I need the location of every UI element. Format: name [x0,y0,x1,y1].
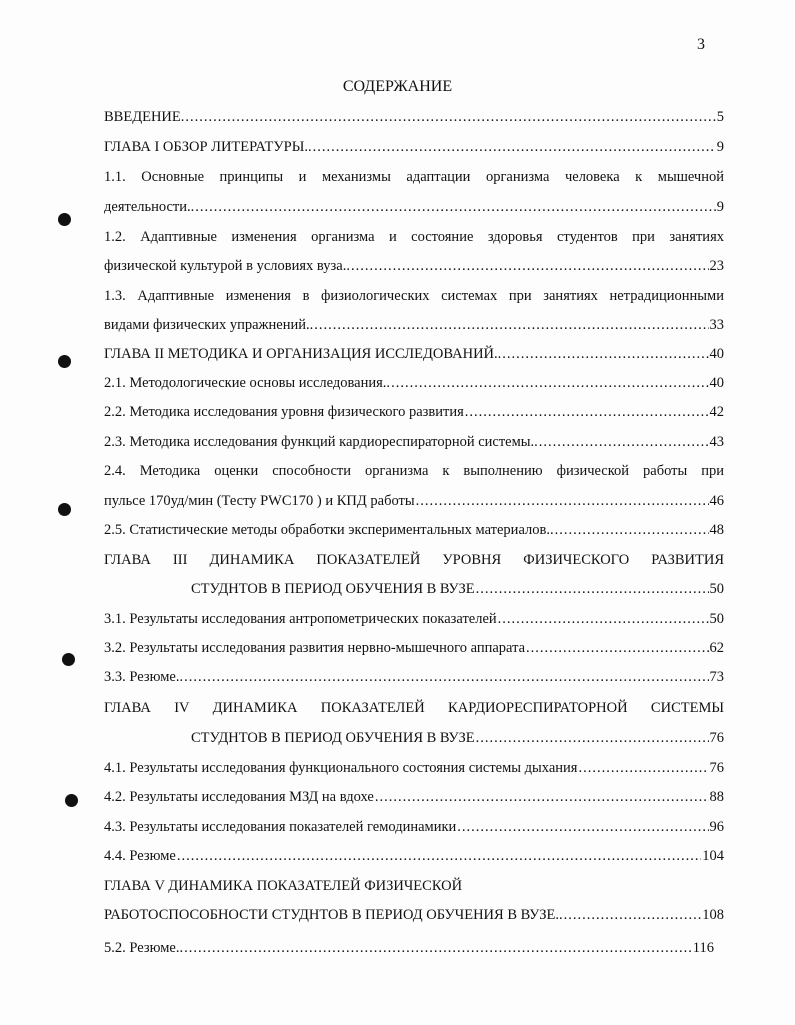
toc-entry: деятельности.. ..... 9 [104,197,724,217]
toc-entry: 1.2. Адаптивные изменения организма и состояние здоровья студентов при занятиях [104,229,724,245]
toc-entry: ГЛАВА IV ДИНАМИКА ПОКАЗАТЕЛЕЙ КАРДИОРЕСПИРАТОРНОЙ СИСТЕМЫ [104,700,724,716]
punch-hole-4 [62,653,75,666]
toc-entry: 1.1. Основные принципы и механизмы адаптации организма человека к мышечной [104,169,724,185]
toc-entry: 2.2. Методика исследования уровня физического развития ..... 42 [104,402,724,422]
toc-entry: ГЛАВА I ОБЗОР ЛИТЕРАТУРЫ.. ..... 9 [104,137,724,157]
page-number: 3 [697,36,705,53]
toc-entry: СТУДНТОВ В ПЕРИОД ОБУЧЕНИЯ В ВУЗЕ ..... 76 [191,728,724,748]
toc-entry: 4.4. Резюме ..... 104 [104,846,724,866]
toc-entry: 4.3. Результаты исследования показателей гемодинамики ..... 96 [104,817,724,837]
punch-hole-2 [58,355,71,368]
toc-entry: видами физических упражнений.. ..... 33 [104,315,724,335]
toc-entry: ГЛАВА II МЕТОДИКА И ОРГАНИЗАЦИЯ ИССЛЕДОВАНИЙ.. ..... 40 [104,344,724,364]
toc-entry: физической культурой в условиях вуза.. ..... 23 [104,256,724,276]
toc-entry: 2.3. Методика исследования функций кардиореспираторной системы.. ..... 43 [104,432,724,452]
punch-hole-5 [65,794,78,807]
toc-entry: ГЛАВА III ДИНАМИКА ПОКАЗАТЕЛЕЙ УРОВНЯ ФИЗИЧЕСКОГО РАЗВИТИЯ [104,552,724,568]
toc-entry: 3.2. Результаты исследования развития нервно-мышечного аппарата ..... 62 [104,638,724,658]
toc-entry: 3.1. Результаты исследования антропометрических показателей ..... 50 [104,609,724,629]
punch-hole-3 [58,503,71,516]
toc-entry: 4.2. Результаты исследования МЗД на вдохе ..... 88 [104,787,724,807]
toc-entry: 5.2. Резюме.. ..... 116 [104,938,714,958]
toc-entry: 2.5. Статистические методы обработки экспериментальных материалов.. ..... 48 [104,520,724,540]
page-title: СОДЕРЖАНИЕ [342,78,453,95]
toc-entry: СТУДНТОВ В ПЕРИОД ОБУЧЕНИЯ В ВУЗЕ ..... 50 [191,579,724,599]
toc-entry: ГЛАВА V ДИНАМИКА ПОКАЗАТЕЛЕЙ ФИЗИЧЕСКОЙ [104,878,463,894]
toc-entry: 2.4. Методика оценки способности организма к выполнению физической работы при [104,463,724,479]
toc-entry: ВВЕДЕНИЕ. ..... 5 [104,107,724,127]
toc-entry: 1.3. Адаптивные изменения в физиологических системах при занятиях нетрадиционными [104,288,724,304]
toc-entry: 2.1. Методологические основы исследования.. ..... 40 [104,373,724,393]
toc-entry: 4.1. Результаты исследования функционального состояния системы дыхания ..... 76 [104,758,724,778]
toc-entry: пульсе 170уд/мин (Тесту PWC170 ) и КПД работы ..... 46 [104,491,724,511]
toc-entry: РАБОТОСПОСОБНОСТИ СТУДНТОВ В ПЕРИОД ОБУЧЕНИЯ В ВУЗЕ.. ..... 108 [104,905,724,925]
toc-entry: 3.3. Резюме.. ..... 73 [104,667,724,687]
punch-hole-1 [58,213,71,226]
